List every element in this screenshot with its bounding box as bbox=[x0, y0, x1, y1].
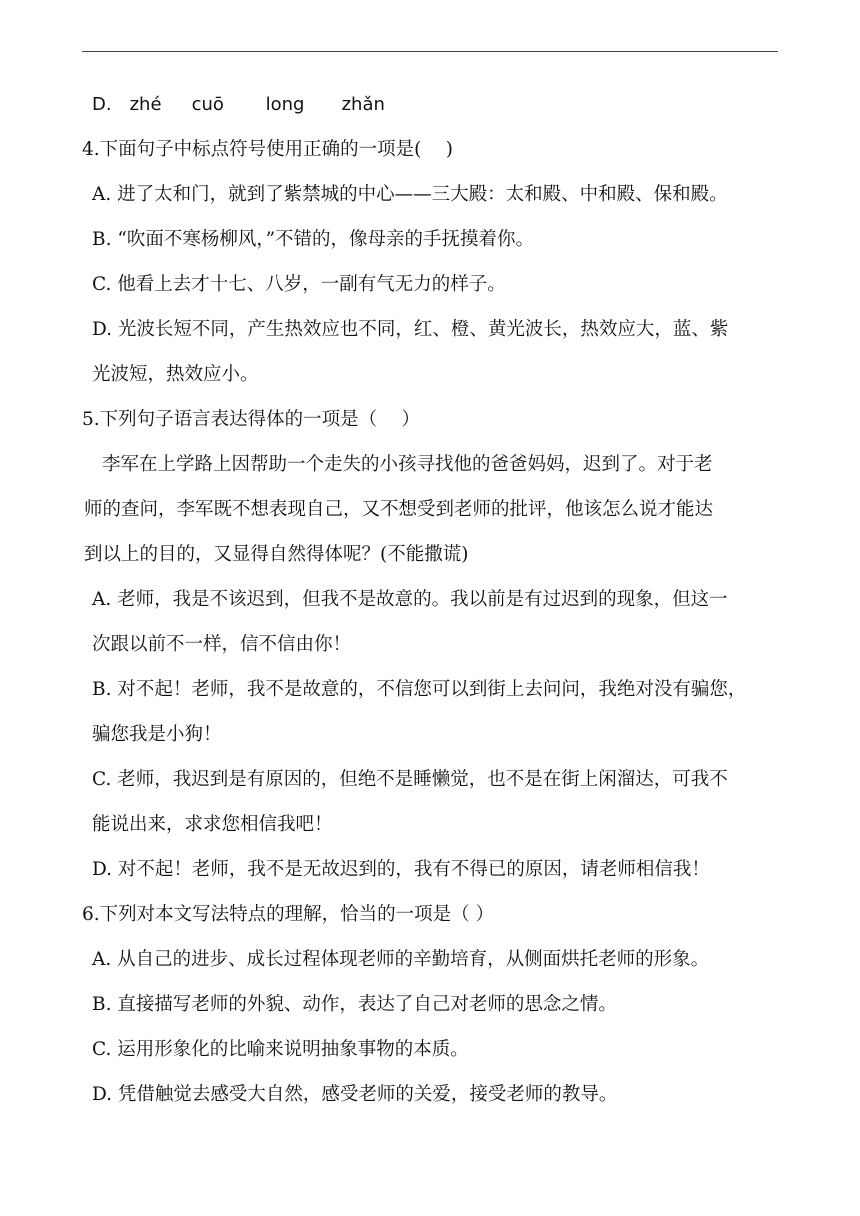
answer-option: B. 对不起！老师，我不是故意的，不信您可以到街上去问问，我绝对没有骗您， bbox=[92, 679, 747, 700]
option-label: D. bbox=[92, 94, 112, 115]
pinyin-option-d bbox=[92, 93, 385, 117]
answer-option: B. “吹面不寒杨柳风，”不错的，像母亲的手抚摸着你。 bbox=[92, 229, 535, 250]
answer-option: C. 运用形象化的比喻来说明抽象事物的本质。 bbox=[92, 1039, 469, 1060]
answer-option: A. 从自己的进步、成长过程体现老师的辛勤培育，从侧面烘托老师的形象。 bbox=[92, 949, 710, 970]
header-rule bbox=[82, 51, 778, 52]
pinyin-syllable: zhé bbox=[129, 94, 162, 115]
answer-option-continued: 次跟以前不一样，信不信由你！ bbox=[92, 634, 352, 655]
answer-option: D. 光波长短不同，产生热效应也不同，红、橙、黄光波长，热效应大，蓝、紫 bbox=[92, 319, 729, 340]
answer-option: C. 他看上去才十七、八岁，一副有气无力的样子。 bbox=[92, 274, 506, 295]
pinyin-syllable: cuō bbox=[191, 94, 224, 115]
pinyin-syllable: long bbox=[265, 94, 305, 115]
answer-option: D. 凭借触觉去感受大自然，感受老师的关爱，接受老师的教导。 bbox=[92, 1084, 618, 1105]
answer-option: D. 对不起！老师，我不是无故迟到的，我有不得已的原因，请老师相信我！ bbox=[92, 859, 710, 880]
answer-option-continued: 能说出来，求求您相信我吧！ bbox=[92, 814, 333, 835]
question-stem: 5.下列句子语言表达得体的一项是（ ） bbox=[82, 409, 421, 430]
answer-option-continued: 光波短，热效应小。 bbox=[92, 364, 259, 385]
answer-option: C. 老师，我迟到是有原因的，但绝不是睡懒觉，也不是在街上闲溜达，可我不 bbox=[92, 769, 728, 790]
answer-option-continued: 骗您我是小狗！ bbox=[92, 724, 222, 745]
answer-option: A. 老师，我是不该迟到，但我不是故意的。我以前是有过迟到的现象，但这一 bbox=[92, 589, 728, 610]
answer-option: B. 直接描写老师的外貌、动作，表达了自己对老师的思念之情。 bbox=[92, 994, 617, 1015]
pinyin-syllable: zhǎn bbox=[341, 94, 385, 115]
passage-text: 师的查问，李军既不想表现自己，又不想受到老师的批评，他该怎么说才能达 bbox=[84, 499, 714, 520]
passage-text: 到以上的目的，又显得自然得体呢？(不能撒谎) bbox=[84, 544, 469, 565]
question-stem: 4.下面句子中标点符号使用正确的一项是( ) bbox=[82, 139, 453, 160]
passage-text: 李军在上学路上因帮助一个走失的小孩寻找他的爸爸妈妈，迟到了。对于老 bbox=[102, 454, 713, 475]
question-stem: 6.下列对本文写法特点的理解，恰当的一项是（ ） bbox=[82, 904, 495, 925]
answer-option: A. 进了太和门，就到了紫禁城的中心——三大殿：太和殿、中和殿、保和殿。 bbox=[92, 184, 728, 205]
